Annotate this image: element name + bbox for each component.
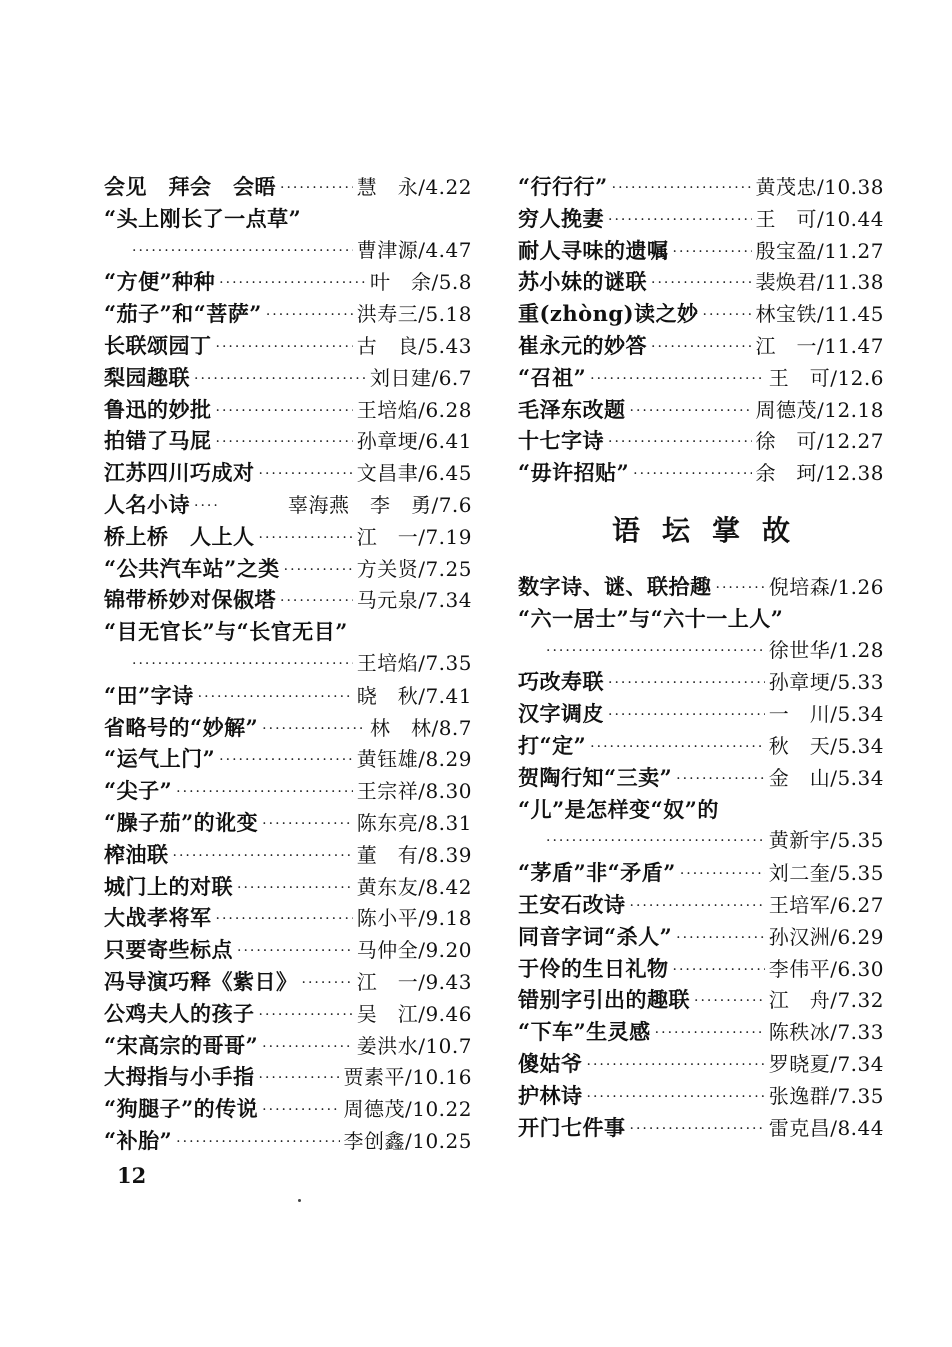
leader-dots (216, 427, 353, 459)
entry-author-ref: 林 林/8.7 (369, 715, 472, 740)
entry-title: 崔永元的妙答 (518, 332, 647, 358)
leader-dots (673, 955, 765, 987)
entry-author-ref: 晓 秋/7.41 (356, 683, 472, 708)
toc-entry (104, 203, 472, 267)
leader-dots (266, 300, 353, 332)
entry-title: 护林诗 (518, 1082, 583, 1108)
entry-author-ref: 孙汉洲/6.29 (768, 924, 884, 949)
entry-title: “头上刚长了一点草” (104, 205, 302, 231)
entry-title: “茅盾”非“矛盾” (518, 860, 676, 886)
entry-author-ref: 马元泉/7.34 (356, 588, 472, 613)
entry-author-ref: 江 一/9.43 (356, 969, 472, 994)
entry-title: 公鸡夫人的孩子 (104, 1000, 255, 1026)
entry-title: “下车”生灵感 (518, 1019, 651, 1045)
entry-title: 同音字词“杀人” (518, 923, 673, 949)
leader-dots (237, 873, 353, 905)
entry-title: “儿”是怎样变“奴”的 (518, 796, 719, 822)
print-speck (298, 1199, 301, 1202)
toc-entry (104, 680, 472, 712)
toc-entry (518, 571, 884, 603)
entry-title: 于伶的生日礼物 (518, 955, 669, 981)
toc-left-column (104, 171, 472, 1157)
entry-author-ref: 孙章埂/5.33 (768, 670, 884, 695)
section-heading: 语坛掌故 (611, 513, 812, 547)
entry-title: 梨园趣联 (104, 364, 190, 390)
leader-dots (630, 396, 752, 428)
leader-dots (630, 1114, 765, 1146)
toc-entry (518, 698, 884, 730)
leader-dots (216, 396, 353, 428)
leader-dots (676, 764, 765, 796)
entry-author-ref: 王 可/10.44 (755, 206, 884, 231)
entry-title: 鲁迅的妙批 (104, 396, 212, 422)
toc-entry (104, 394, 472, 426)
entry-author-ref: 王宗祥/8.30 (356, 779, 472, 804)
toc-entry (104, 934, 472, 966)
leader-dots (608, 700, 765, 732)
toc-entry (104, 807, 472, 839)
entry-title: 长联颂园丁 (104, 332, 212, 358)
entry-author-ref: 林宝铁/11.45 (755, 302, 884, 327)
toc-entry (518, 889, 884, 921)
leader-dots (703, 300, 752, 332)
entry-title: 苏小妹的谜联 (518, 269, 647, 295)
entry-title: 城门上的对联 (104, 873, 233, 899)
entry-author-ref: 罗晓夏/7.34 (768, 1051, 884, 1076)
entry-title: 毛泽东改题 (518, 396, 626, 422)
entry-title: 桥上桥 人上人 (104, 523, 255, 549)
toc-entry (104, 1061, 472, 1093)
toc-entry (518, 730, 884, 762)
leader-dots (262, 714, 366, 746)
toc-entry (518, 171, 884, 203)
toc-entry (104, 489, 472, 521)
entry-author-ref: 陈东亮/8.31 (356, 810, 472, 835)
toc-entry (518, 857, 884, 889)
leader-dots (651, 268, 752, 300)
entry-author-ref: 徐世华/1.28 (768, 637, 884, 662)
entry-author-ref: 黄新宇/5.35 (768, 828, 884, 853)
toc-entry (518, 457, 884, 489)
entry-title: 榨油联 (104, 841, 169, 867)
toc-entry (518, 921, 884, 953)
toc-entry (104, 266, 472, 298)
entry-title: 开门七件事 (518, 1114, 626, 1140)
page-number: 12 (117, 1163, 147, 1188)
leader-dots (590, 364, 765, 396)
entry-title: “田”字诗 (104, 682, 194, 708)
entry-title: “茄子”和“菩萨” (104, 301, 262, 327)
entry-title: “狗腿子”的传说 (104, 1096, 259, 1122)
entry-author-ref: 周德茂/10.22 (343, 1097, 472, 1122)
entry-author-ref: 江 一/11.47 (755, 333, 884, 358)
entry-author-ref: 王培焰/7.35 (356, 650, 472, 675)
toc-entry (518, 1112, 884, 1144)
toc-entry (104, 457, 472, 489)
toc-entry (518, 203, 884, 235)
entry-title: 汉字调皮 (518, 701, 604, 727)
leader-dots (280, 173, 353, 205)
leader-dots (608, 427, 752, 459)
toc-entry (104, 330, 472, 362)
entry-author-ref: 马仲全/9.20 (356, 938, 472, 963)
entry-author-ref: 张逸群/7.35 (768, 1083, 884, 1108)
toc-entry (104, 712, 472, 744)
entry-title: “六一居士”与“六十一上人” (518, 605, 784, 631)
entry-author-ref: 江 舟/7.32 (768, 988, 884, 1013)
leader-dots (284, 555, 353, 587)
toc-entry (104, 1093, 472, 1125)
entry-title: 大战孝将军 (104, 905, 212, 931)
leader-dots (219, 268, 366, 300)
toc-entry (104, 521, 472, 553)
toc-entry (104, 839, 472, 871)
entry-author-ref: 姜洪水/10.7 (356, 1033, 472, 1058)
entry-author-ref: 董 有/8.39 (356, 842, 472, 867)
entry-title: 江苏四川巧成对 (104, 460, 255, 486)
entry-author-ref: 江 一/7.19 (356, 524, 472, 549)
entry-author-ref: 王培焰/6.28 (356, 397, 472, 422)
toc-entry (104, 584, 472, 616)
entry-author-ref: 陈小平/9.18 (356, 906, 472, 931)
entry-author-ref: 黄钰雄/8.29 (356, 747, 472, 772)
entry-title: 冯导演巧释《紫日》 (104, 968, 298, 994)
entry-title: “公共汽车站”之类 (104, 555, 280, 581)
entry-author-ref: 一 川/5.34 (768, 702, 884, 727)
leader-dots (302, 968, 353, 1000)
toc-entry (104, 871, 472, 903)
toc-entry (518, 425, 884, 457)
leader-dots (651, 332, 752, 364)
entry-title: “方便”种种 (104, 269, 216, 295)
entry-author-ref: 李伟平/6.30 (768, 956, 884, 981)
entry-author-ref: 倪培森/1.26 (768, 574, 884, 599)
entry-author-ref: 叶 余/5.8 (369, 270, 472, 295)
entry-title: “补胎” (104, 1127, 173, 1153)
entry-author-ref: 吴 江/9.46 (356, 1001, 472, 1026)
toc-entry (104, 553, 472, 585)
toc-entry (104, 362, 472, 394)
entry-title: 数字诗、谜、联拾趣 (518, 573, 712, 599)
entry-title: 拍错了马屁 (104, 428, 212, 454)
leader-dots (612, 173, 752, 205)
leader-dots (259, 1000, 353, 1032)
entry-title: 打“定” (518, 732, 587, 758)
entry-title: 错别字引出的趣联 (518, 987, 690, 1013)
leader-dots (176, 1127, 339, 1159)
entry-author-ref: 黄东友/8.42 (356, 874, 472, 899)
leader-dots (262, 809, 353, 841)
toc-entry (518, 235, 884, 267)
leader-dots (673, 237, 752, 269)
leader-dots (590, 732, 765, 764)
entry-author-ref: 洪寿三/5.18 (356, 302, 472, 327)
leader-dots (216, 904, 353, 936)
entry-title: 穷人挽妻 (518, 205, 604, 231)
leader-dots (608, 205, 752, 237)
entry-title: 人名小诗 (104, 491, 190, 517)
leader-dots (219, 745, 353, 777)
leader-dots (173, 841, 353, 873)
entry-author-ref: 王培军/6.27 (768, 892, 884, 917)
toc-entry (518, 394, 884, 426)
entry-title: 贺陶行知“三卖” (518, 764, 673, 790)
entry-title: 省略号的“妙解” (104, 714, 259, 740)
entry-title: “毋许招贴” (518, 460, 630, 486)
entry-title: 巧改寿联 (518, 669, 604, 695)
leader-dots (546, 636, 765, 668)
toc-entry (518, 298, 884, 330)
entry-author-ref: 李创鑫/10.25 (343, 1128, 472, 1153)
entry-title: 只要寄些标点 (104, 937, 233, 963)
leader-dots (633, 459, 751, 491)
leader-dots (546, 826, 765, 858)
entry-author-ref: 慧 永/4.22 (356, 175, 472, 199)
entry-author-ref: 秋 天/5.34 (768, 733, 884, 758)
leader-dots (237, 936, 353, 968)
entry-title: “目无官长”与“长官无目” (104, 619, 348, 645)
toc-entry (104, 616, 472, 680)
leader-dots (194, 364, 366, 396)
entry-author-ref: 刘二奎/5.35 (768, 861, 884, 886)
toc-entry (518, 762, 884, 794)
entry-author-ref: 曹津源/4.47 (356, 237, 472, 262)
leader-dots (198, 682, 353, 714)
toc-entry (104, 743, 472, 775)
leader-dots (680, 859, 765, 891)
toc-entry (518, 984, 884, 1016)
entry-author-ref: 刘日建/6.7 (369, 365, 472, 390)
entry-title: 傻姑爷 (518, 1050, 583, 1076)
entry-title: 锦带桥妙对保俶塔 (104, 587, 276, 613)
toc-entry (104, 1030, 472, 1062)
toc-entry (518, 666, 884, 698)
entry-title: “行行行” (518, 174, 608, 199)
toc-entry (104, 966, 472, 998)
leader-dots (630, 891, 765, 923)
toc-right-column (518, 171, 884, 1143)
leader-dots (262, 1095, 339, 1127)
toc-entry (104, 425, 472, 457)
toc-entry (518, 953, 884, 985)
entry-author-ref: 徐 可/12.27 (755, 429, 884, 454)
entry-author-ref: 黄茂忠/10.38 (755, 175, 884, 199)
entry-title: 耐人寻味的遗嘱 (518, 237, 669, 263)
entry-author-ref: 殷宝盈/11.27 (755, 238, 884, 263)
entry-author-ref: 余 珂/12.38 (755, 461, 884, 486)
entry-author-ref: 辜海燕 李 勇/7.6 (287, 492, 472, 517)
toc-entry (518, 603, 884, 667)
entry-author-ref: 陈秩冰/7.33 (768, 1020, 884, 1045)
leader-dots (176, 777, 353, 809)
toc-entry (104, 1125, 472, 1157)
leader-dots (280, 586, 353, 618)
leader-dots (587, 1050, 765, 1082)
leader-dots (587, 1082, 765, 1114)
entry-author-ref: 周德茂/12.18 (755, 397, 884, 422)
leader-dots (608, 668, 765, 700)
entry-title: “运气上门” (104, 746, 216, 772)
leader-dots (262, 1032, 353, 1064)
entry-title: 重(zhòng)读之妙 (518, 301, 699, 327)
entry-author-ref: 孙章埂/6.41 (356, 429, 472, 454)
entry-author-ref: 王 可/12.6 (768, 365, 884, 390)
entry-author-ref: 贾素平/10.16 (343, 1065, 472, 1090)
entry-title: “召祖” (518, 364, 587, 390)
leader-dots (132, 236, 353, 268)
entry-author-ref: 文昌聿/6.45 (356, 461, 472, 486)
entry-author-ref: 古 良/5.43 (356, 333, 472, 358)
toc-entry (104, 171, 472, 203)
entry-author-ref: 雷克昌/8.44 (768, 1115, 884, 1140)
toc-entry (104, 775, 472, 807)
toc-entry (104, 902, 472, 934)
leader-dots (655, 1018, 765, 1050)
toc-entry (518, 362, 884, 394)
toc-entry (518, 266, 884, 298)
entry-title: “尖子” (104, 778, 173, 804)
leader-dots (694, 986, 765, 1018)
toc-entry (518, 794, 884, 858)
toc-entry (518, 330, 884, 362)
entry-author-ref: 方关贤/7.25 (356, 556, 472, 581)
leader-dots (676, 923, 765, 955)
toc-entry (104, 998, 472, 1030)
toc-entry (518, 1080, 884, 1112)
entry-title: 王安石改诗 (518, 891, 626, 917)
leader-dots (216, 332, 353, 364)
toc-entry (104, 298, 472, 330)
leader-dots (132, 649, 353, 681)
leader-dots (259, 459, 353, 491)
toc-entry (518, 1016, 884, 1048)
leader-dots (259, 523, 353, 555)
toc-entry (518, 1048, 884, 1080)
entry-author-ref: 金 山/5.34 (768, 765, 884, 790)
entry-title: 会见 拜会 会晤 (104, 174, 276, 199)
leader-dots (716, 573, 765, 605)
entry-title: 十七字诗 (518, 428, 604, 454)
leader-dots (194, 491, 218, 523)
entry-title: “宋高宗的哥哥” (104, 1032, 259, 1058)
leader-dots (259, 1063, 340, 1095)
entry-title: “臊子茄”的讹变 (104, 809, 259, 835)
entry-title: 大拇指与小手指 (104, 1064, 255, 1090)
entry-author-ref: 裴焕君/11.38 (755, 270, 884, 295)
